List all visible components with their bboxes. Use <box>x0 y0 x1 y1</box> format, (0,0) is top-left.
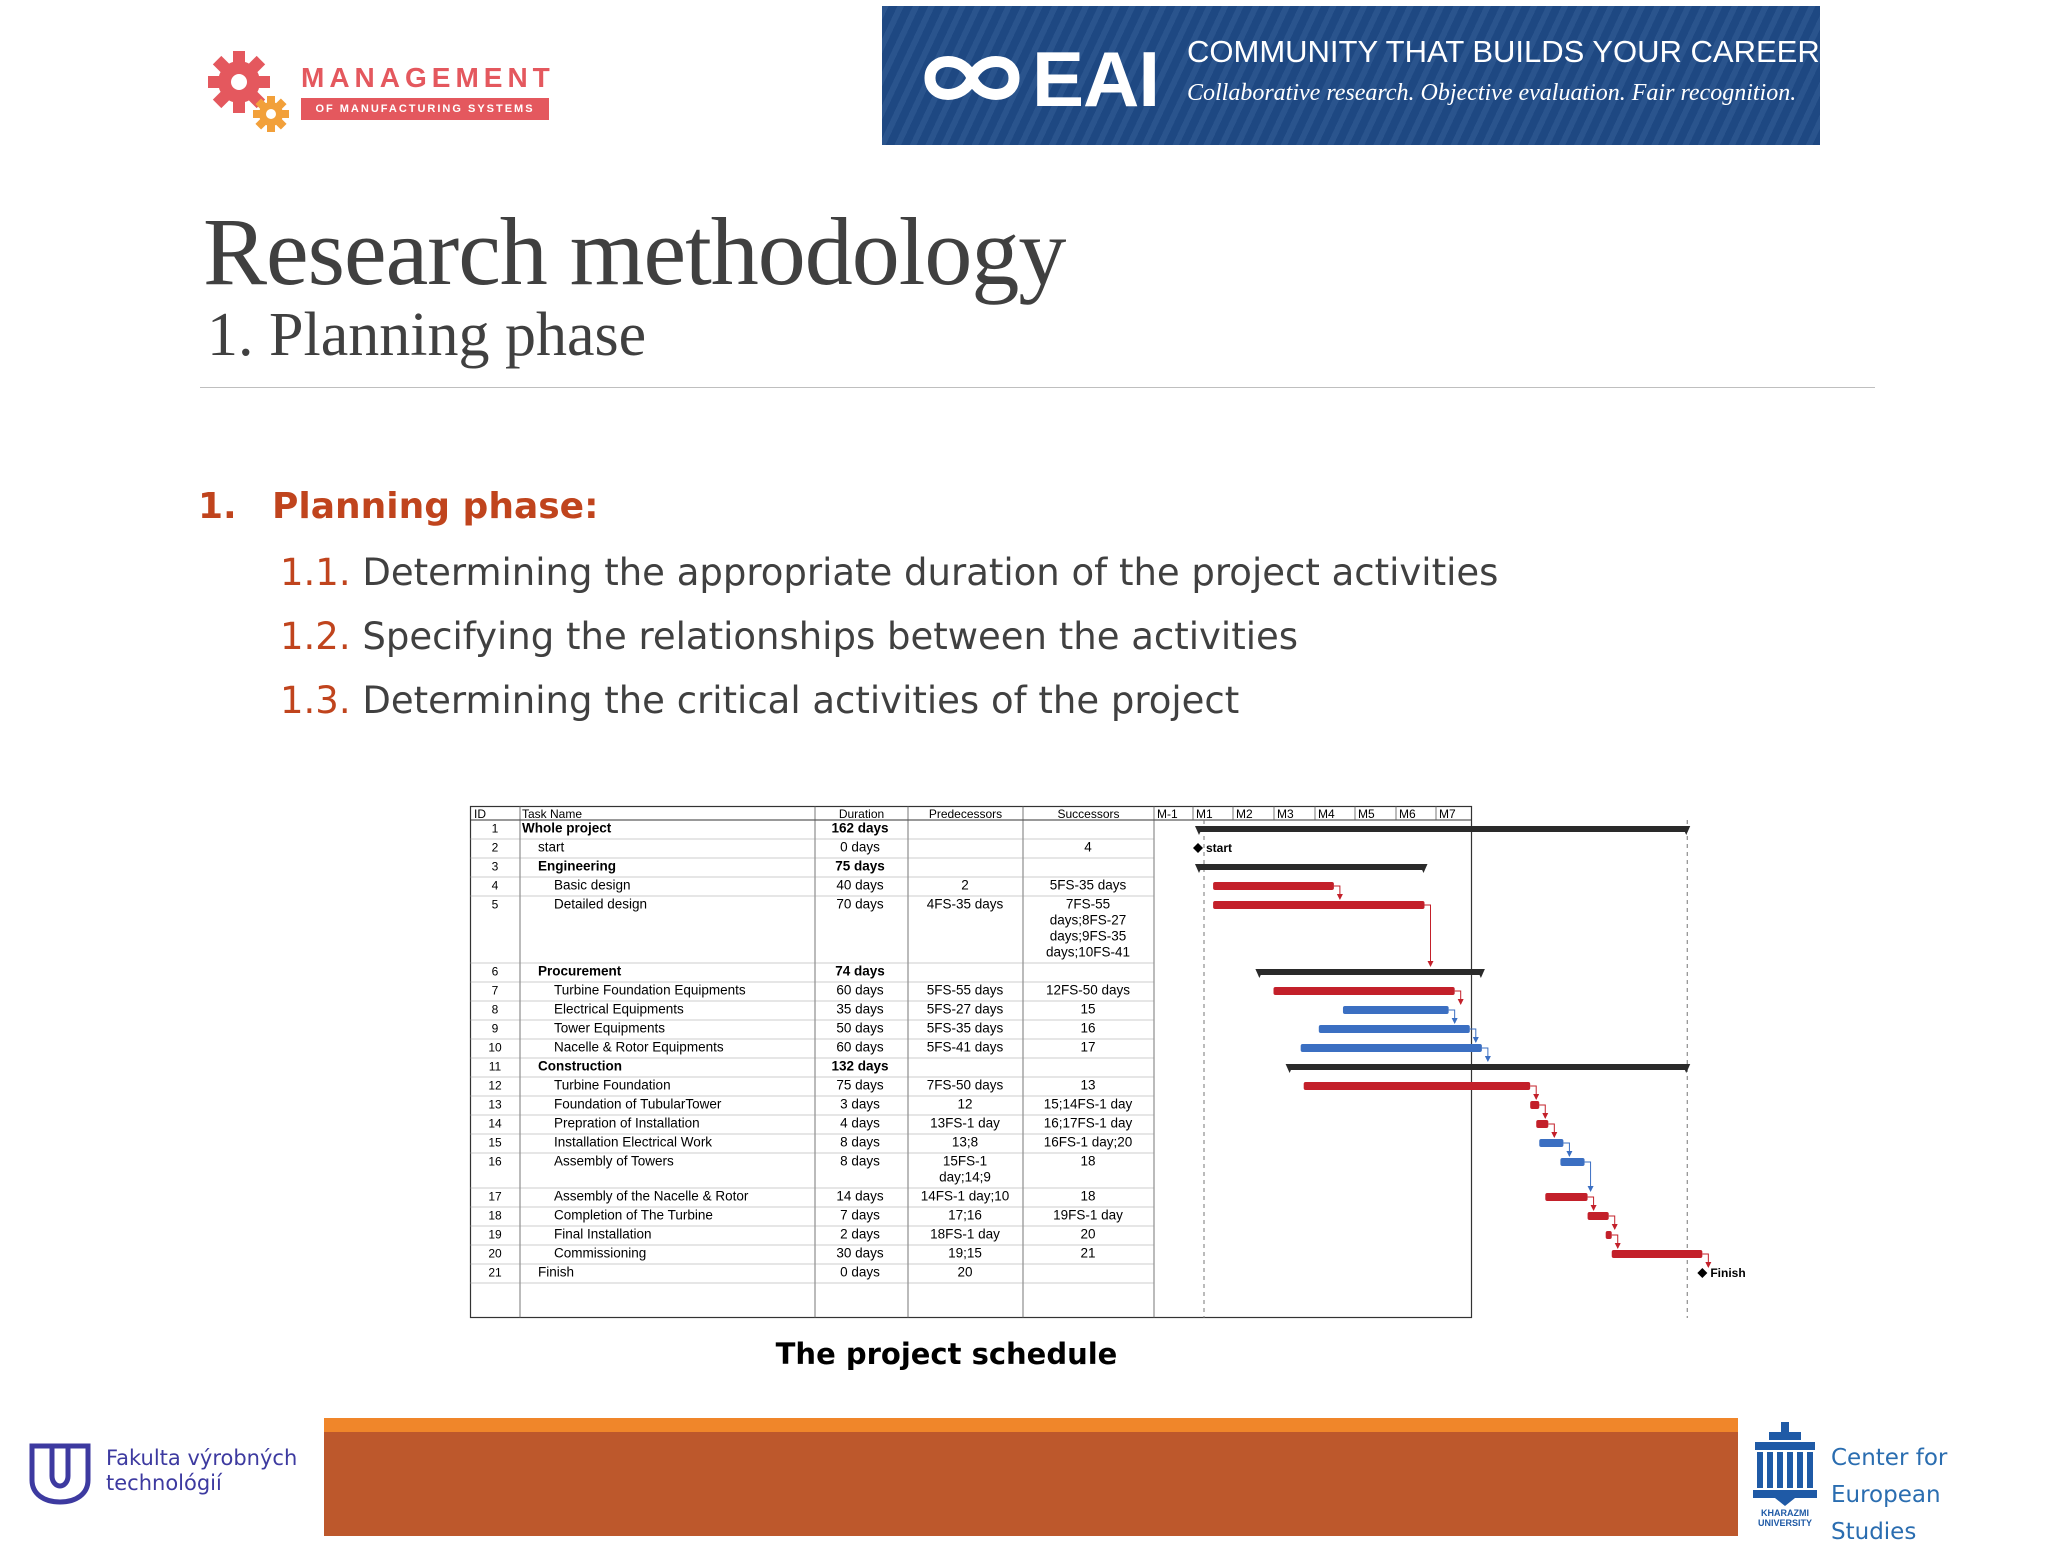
gantt-duration: 30 days <box>836 1245 884 1261</box>
list-item-number: 1.3. <box>280 679 351 722</box>
gantt-predecessor: 5FS-35 days <box>926 1020 1004 1036</box>
mms-logo-word: MANAGEMENT <box>301 62 555 93</box>
gantt-successor: days;8FS-27 <box>1049 912 1127 928</box>
gantt-task-name: Completion of The Turbine <box>554 1207 713 1223</box>
gantt-predecessor: 18FS-1 day <box>930 1226 1000 1242</box>
gantt-predecessor: 20 <box>957 1264 973 1280</box>
gantt-predecessor: 13;8 <box>951 1134 979 1150</box>
gantt-task-name: Detailed design <box>554 896 648 912</box>
gantt-successor: 7FS-55 <box>1065 896 1111 912</box>
gantt-task-name: Whole project <box>522 820 612 836</box>
gantt-task-name: Finish <box>538 1264 575 1280</box>
list-item <box>280 551 1498 594</box>
gantt-row-id: 20 <box>488 1246 502 1261</box>
gantt-task-name: Procurement <box>538 963 622 979</box>
gantt-successor: days;9FS-35 <box>1049 928 1127 944</box>
gantt-dependency-link <box>1548 1124 1554 1137</box>
gantt-dependency-link <box>1482 1048 1488 1061</box>
gantt-row-id: 15 <box>488 1135 502 1150</box>
gantt-row-id: 14 <box>488 1116 502 1131</box>
slide-title: Research methodology <box>203 198 1066 305</box>
section-heading-number: 1. <box>198 486 237 527</box>
gantt-duration: 4 days <box>840 1115 880 1131</box>
gantt-predecessor: 2 <box>961 877 969 893</box>
gantt-duration: 60 days <box>836 982 884 998</box>
gantt-row-id: 6 <box>491 964 499 979</box>
gantt-critical-bar <box>1213 882 1334 890</box>
kharazmi-university-label: KHARAZMI UNIVERSITY <box>1757 1508 1812 1528</box>
gantt-summary-bar <box>1198 864 1425 870</box>
eai-subtagline: Collaborative research. Objective evaluation. Fair recognition. <box>1187 80 1797 106</box>
kharazmi-emblem-icon <box>1745 1418 1825 1508</box>
gantt-milestone-label: start <box>1206 841 1233 855</box>
gantt-task-name: Basic design <box>554 877 631 893</box>
gantt-task-name: Commissioning <box>554 1245 647 1261</box>
gantt-task-name: Turbine Foundation <box>554 1077 671 1093</box>
gantt-dependency-link <box>1609 1216 1615 1229</box>
gantt-successor: 19FS-1 day <box>1053 1207 1123 1223</box>
gantt-month-label: M7 <box>1439 807 1456 821</box>
gantt-task-name: start <box>538 839 565 855</box>
gantt-successor: 12FS-50 days <box>1045 982 1131 998</box>
eai-tagline: COMMUNITY THAT BUILDS YOUR CAREER <box>1187 34 1820 69</box>
gantt-duration: 3 days <box>840 1096 880 1112</box>
list-item-number: 1.1. <box>280 551 351 594</box>
gantt-successor: 20 <box>1080 1226 1096 1242</box>
project-schedule-gantt <box>470 806 1746 1318</box>
gantt-successor: 16FS-1 day;20 <box>1043 1134 1133 1150</box>
gantt-row-id: 12 <box>488 1078 502 1093</box>
gantt-successor: 4 <box>1084 839 1092 855</box>
gear-icon <box>205 48 297 140</box>
eai-banner <box>882 6 1820 145</box>
gantt-dependency-link <box>1612 1235 1618 1248</box>
gantt-predecessor: 4FS-35 days <box>926 896 1004 912</box>
fakulta-vyrobnych-technologii-logo <box>28 1440 308 1510</box>
gantt-successor: 5FS-35 days <box>1049 877 1127 893</box>
gantt-col-predecessors: Predecessors <box>928 807 1003 821</box>
gantt-critical-bar <box>1304 1082 1531 1090</box>
gantt-duration: 75 days <box>836 1077 884 1093</box>
gantt-task-name: Tower Equipments <box>554 1020 666 1036</box>
gantt-critical-bar <box>1213 901 1424 909</box>
gantt-duration: 74 days <box>835 963 885 979</box>
eai-infinity-icon <box>912 38 1032 118</box>
gantt-task-name: Turbine Foundation Equipments <box>554 982 746 998</box>
gantt-predecessor: 15FS-1 <box>942 1153 988 1169</box>
gantt-month-label: M6 <box>1399 807 1416 821</box>
gantt-successor: 18 <box>1080 1188 1096 1204</box>
gantt-col-duration: Duration <box>838 807 885 821</box>
gantt-duration: 0 days <box>840 1264 880 1280</box>
gantt-predecessor: 14FS-1 day;10 <box>920 1188 1010 1204</box>
gantt-dependency-link <box>1563 1143 1569 1156</box>
gantt-summary-bar <box>1289 1064 1688 1070</box>
gantt-row-id: 21 <box>488 1265 502 1280</box>
gantt-duration: 132 days <box>831 1058 889 1074</box>
gantt-task-name: Nacelle & Rotor Equipments <box>554 1039 724 1055</box>
gantt-task-name: Final Installation <box>554 1226 652 1242</box>
gantt-month-label: M5 <box>1358 807 1375 821</box>
gantt-col-id: ID <box>474 807 486 821</box>
gantt-predecessor: 5FS-27 days <box>926 1001 1004 1017</box>
section-heading-text: Planning phase: <box>272 486 599 527</box>
gantt-task-name: Installation Electrical Work <box>554 1134 713 1150</box>
gantt-successor: 15;14FS-1 day <box>1043 1096 1133 1112</box>
gantt-duration: 50 days <box>836 1020 884 1036</box>
gantt-successor: 17 <box>1080 1039 1096 1055</box>
gantt-predecessor: 5FS-41 days <box>926 1039 1004 1055</box>
gantt-successor: 16;17FS-1 day <box>1043 1115 1133 1131</box>
gantt-row-id: 13 <box>488 1097 502 1112</box>
list-item-number: 1.2. <box>280 615 351 658</box>
gantt-row-id: 5 <box>491 897 499 912</box>
gantt-dependency-link <box>1530 1086 1536 1099</box>
gantt-duration: 14 days <box>836 1188 884 1204</box>
gantt-task-name: Construction <box>538 1058 622 1074</box>
gantt-duration: 8 days <box>840 1153 880 1169</box>
fvt-emblem-icon <box>28 1442 92 1506</box>
gantt-duration: 75 days <box>835 858 885 874</box>
gantt-row-id: 4 <box>491 878 499 893</box>
gantt-month-label: M2 <box>1236 807 1253 821</box>
gantt-row-id: 10 <box>488 1040 502 1055</box>
gantt-duration: 162 days <box>831 820 889 836</box>
footer-band-stripe <box>324 1418 1738 1432</box>
footer-band <box>324 1418 1738 1536</box>
gantt-row-id: 18 <box>488 1208 502 1223</box>
gantt-row-id: 8 <box>491 1002 499 1017</box>
gantt-predecessor: 19;15 <box>948 1245 982 1261</box>
gantt-dependency-link <box>1585 1162 1591 1191</box>
gantt-duration: 70 days <box>836 896 884 912</box>
gantt-successor: 21 <box>1080 1245 1096 1261</box>
gantt-duration: 35 days <box>836 1001 884 1017</box>
kharazmi-university-logo <box>1745 1418 2048 1545</box>
gantt-successor: 18 <box>1080 1153 1096 1169</box>
gantt-task-name: Assembly of the Nacelle & Rotor <box>554 1188 749 1204</box>
title-divider <box>200 387 1875 388</box>
gantt-task-name: Electrical Equipments <box>554 1001 684 1017</box>
gantt-row-id: 17 <box>488 1189 502 1204</box>
gantt-critical-bar <box>1274 987 1455 995</box>
gantt-critical-bar <box>1530 1101 1539 1109</box>
gantt-row-id: 1 <box>491 821 499 836</box>
slide-subtitle: 1. Planning phase <box>207 301 647 369</box>
list-item-text: Specifying the relationships between the activities <box>362 615 1299 658</box>
gantt-predecessor: 5FS-55 days <box>926 982 1004 998</box>
gantt-task-name: Assembly of Towers <box>554 1153 674 1169</box>
gantt-dependency-link <box>1702 1254 1708 1267</box>
gantt-milestone <box>1697 1268 1707 1278</box>
gantt-predecessor: 7FS-50 days <box>926 1077 1004 1093</box>
eai-wordmark: EAI <box>1032 35 1160 123</box>
gantt-duration: 0 days <box>840 839 880 855</box>
gantt-summary-bar <box>1198 826 1687 832</box>
gantt-duration: 40 days <box>836 877 884 893</box>
gantt-duration: 60 days <box>836 1039 884 1055</box>
list-item-text: Determining the critical activities of the project <box>362 679 1240 722</box>
gantt-task-bar <box>1319 1025 1470 1033</box>
gantt-col-successors: Successors <box>1057 807 1120 821</box>
gantt-duration: 7 days <box>840 1207 880 1223</box>
gantt-row-id: 2 <box>491 840 499 855</box>
gantt-critical-bar <box>1612 1250 1703 1258</box>
gantt-month-label: M3 <box>1277 807 1294 821</box>
gantt-critical-bar <box>1545 1193 1587 1201</box>
gantt-row-id: 11 <box>488 1059 502 1074</box>
gantt-row-id: 3 <box>491 859 499 874</box>
fvt-logo-text: Fakulta výrobných technológií <box>106 1446 298 1495</box>
gantt-task-bar <box>1539 1139 1563 1147</box>
center-for-european-studies-text: Center for European Studies <box>1831 1445 1948 1545</box>
figure-caption: The project schedule <box>775 1337 1118 1371</box>
list-item-text: Determining the appropriate duration of the project activities <box>362 551 1499 594</box>
gantt-month-label: M-1 <box>1157 807 1178 821</box>
gantt-dependency-link <box>1539 1105 1545 1118</box>
gantt-critical-bar <box>1588 1212 1609 1220</box>
gantt-month-label: M1 <box>1196 807 1213 821</box>
gantt-successor: 15 <box>1080 1001 1096 1017</box>
gantt-col-task-name: Task Name <box>522 807 583 821</box>
gantt-dependency-link <box>1588 1197 1594 1210</box>
list-item <box>280 615 1298 658</box>
gantt-critical-bar <box>1606 1231 1612 1239</box>
gantt-predecessor: 12 <box>957 1096 973 1112</box>
gantt-successor: 13 <box>1080 1077 1096 1093</box>
gantt-duration: 8 days <box>840 1134 880 1150</box>
gantt-successor: 16 <box>1080 1020 1096 1036</box>
gantt-task-name: Prepration of Installation <box>554 1115 700 1131</box>
section-heading <box>198 486 599 527</box>
gantt-milestone-label: Finish <box>1710 1266 1746 1280</box>
gantt-task-name: Engineering <box>538 858 617 874</box>
gantt-predecessor: 13FS-1 day <box>930 1115 1000 1131</box>
gantt-duration: 2 days <box>840 1226 880 1242</box>
gantt-predecessor: day;14;9 <box>939 1169 991 1185</box>
gantt-summary-bar <box>1258 969 1481 975</box>
gantt-successor: days;10FS-41 <box>1045 944 1131 960</box>
gantt-task-bar <box>1343 1006 1449 1014</box>
gantt-task-bar <box>1560 1158 1584 1166</box>
list-item <box>280 679 1239 722</box>
gantt-row-id: 9 <box>491 1021 499 1036</box>
gantt-critical-bar <box>1536 1120 1548 1128</box>
management-of-manufacturing-systems-logo <box>205 48 585 138</box>
gantt-row-id: 7 <box>491 983 499 998</box>
gantt-row-id: 19 <box>488 1227 502 1242</box>
mms-logo-subtitle: OF MANUFACTURING SYSTEMS <box>301 98 549 120</box>
gantt-row-id: 16 <box>488 1154 502 1169</box>
gantt-task-name: Foundation of TubularTower <box>554 1096 722 1112</box>
gantt-task-bar <box>1301 1044 1482 1052</box>
gantt-predecessor: 17;16 <box>948 1207 982 1223</box>
gantt-month-label: M4 <box>1318 807 1335 821</box>
